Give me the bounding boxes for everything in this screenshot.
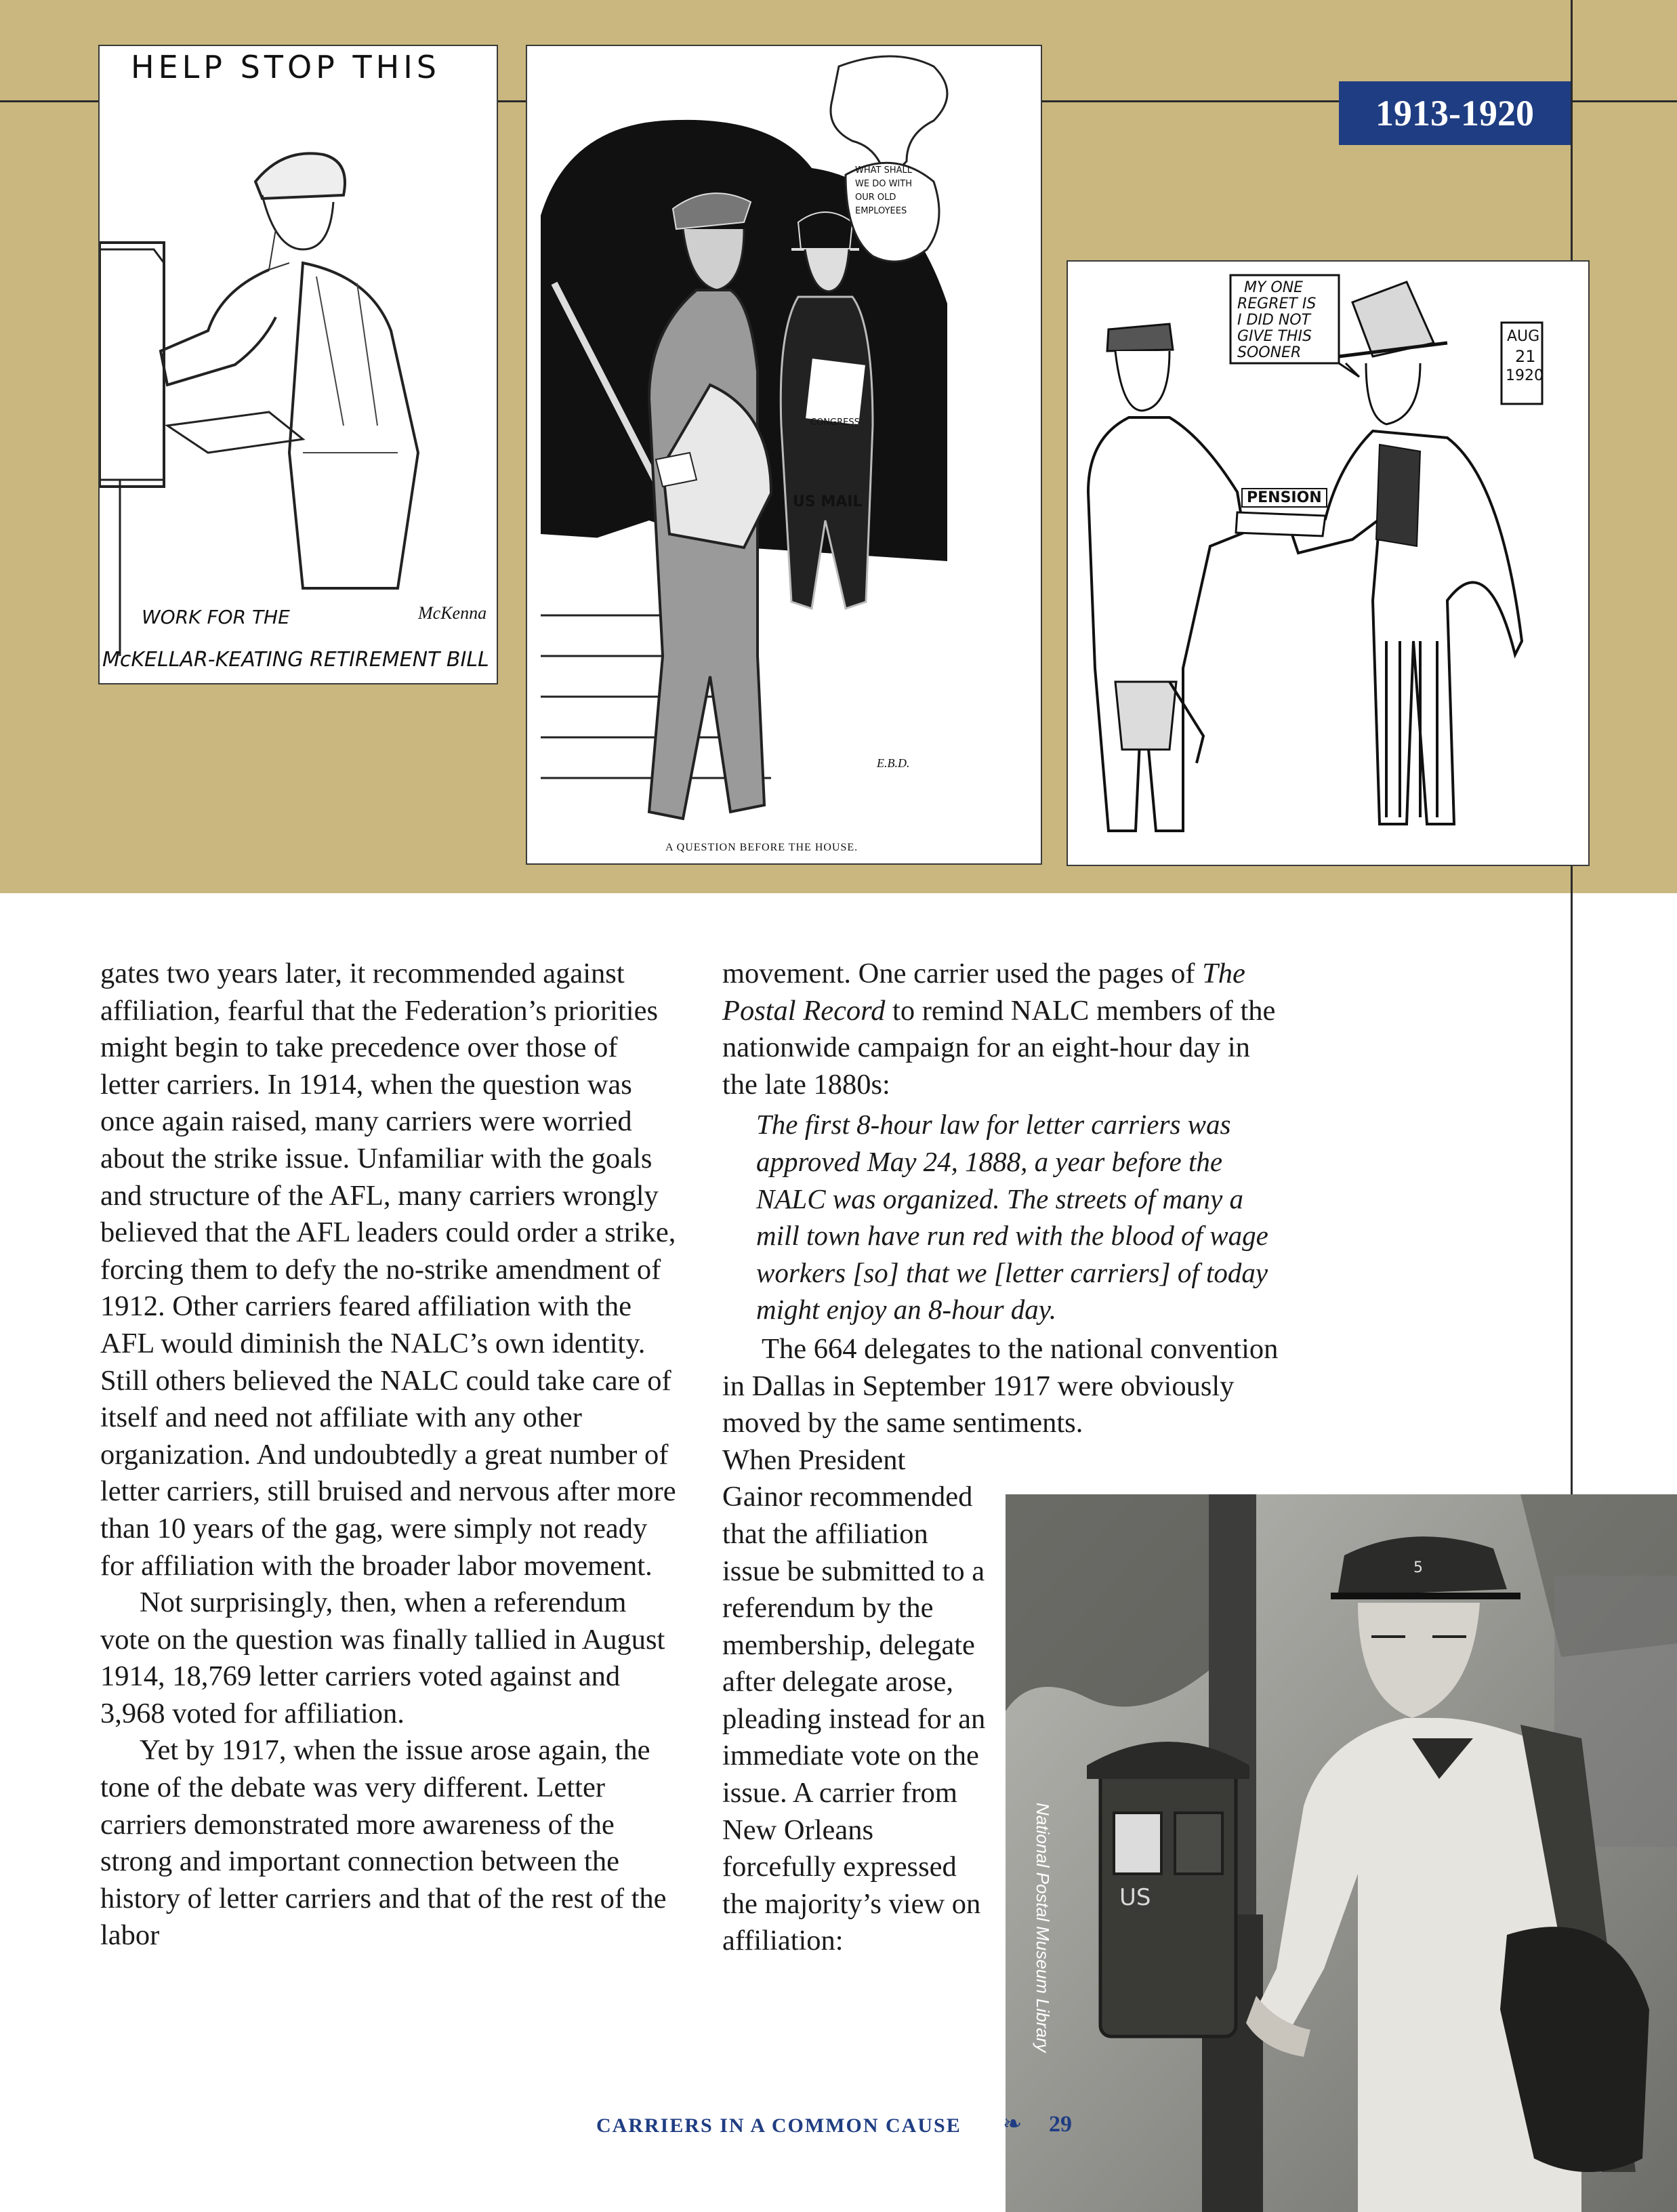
carrier-photo-illustration	[1006, 1494, 1677, 2212]
cartoon-signature: E.B.D.	[877, 756, 910, 770]
cartoon-speech-line-2: REGRET IS	[1237, 295, 1317, 312]
cartoon-speech-line-3: OUR OLD	[855, 192, 896, 203]
cartoon-caption: A QUESTION BEFORE THE HOUSE.	[665, 842, 858, 853]
cap-badge-number: 5	[1413, 1559, 1423, 1576]
footer-book-title: CARRIERS IN A COMMON CAUSE	[596, 2114, 961, 2137]
paragraph: Yet by 1917, when the issue arose again, the tone of the debate was very different. Letter carriers demonstrated more awareness of the strong and important connection between the history of letter carriers and that of the rest of the labor	[100, 1734, 667, 1952]
cartoon-speech-line-2: WE DO WITH	[855, 179, 912, 189]
cartoon-signature: McKenna	[418, 603, 487, 623]
paragraph: gates two years later, it recommended against affiliation, fearful that the Federation’s priorities might begin to take precedence over those of letter carriers. In 1914, when the question was once again raised, many carriers were worried about the strike issue. Unfamiliar with the goals and structure of the AFL, many carriers wrongly believed that the AFL leaders could order a strike, forcing them to defy the no-strike amendment of 1912. Other carriers feared affiliation with the AFL would diminish the NALC’s own identity. Still others believed the NALC could take care of itself and need not affiliate with any other organization. And undoubtedly a great number of letter carriers, still bruised and nervous after more than 10 years of the gag, were simply not ready for affiliation with the broader labor movement.	[100, 958, 676, 1582]
mailbox-lettering: US	[1119, 1884, 1151, 1911]
cartoon-speech-line-4: EMPLOYEES	[855, 206, 907, 216]
paragraph: Not surprisingly, then, when a referendum vote on the question was finally tallied in August 1914, 18,769 letter carriers voted against and 3,968 voted for affiliation.	[100, 1586, 665, 1729]
cartoon-speech-line-4: GIVE THIS	[1237, 328, 1312, 345]
paragraph: When President Gainor recommended that the affiliation issue be submitted to a referendum by the membership, delegate after delegate arose, pleading instead for an immediate vote on the issue. A carrier from New Orleans forcefully expressed the majority’s view on affiliation:	[722, 1443, 986, 1957]
cartoon-caption-line-1: WORK FOR THE	[142, 606, 290, 628]
pension-label: PENSION	[1241, 488, 1327, 508]
cartoon-speech-line-1: WHAT SHALL	[855, 165, 912, 176]
cartoon-headline: HELP STOP THIS	[131, 49, 440, 85]
cartoon-speech-line-3: I DID NOT	[1237, 312, 1311, 329]
photo-carrier-at-mailbox	[1006, 1494, 1677, 2212]
publication-title: The Postal Record	[722, 958, 1245, 1027]
old-carrier-with-congress-illustration	[527, 46, 1041, 863]
calendar-month: AUG	[1507, 328, 1540, 345]
cartoon-speech-line-1: MY ONE	[1244, 279, 1304, 296]
cartoon-help-stop-this	[98, 45, 498, 684]
paragraph: The 664 delegates to the national convention in Dallas in September 1917 were obviously moved by the same sentiments.	[722, 1332, 1279, 1439]
cartoon-speech-line-5: SOONER	[1237, 344, 1302, 361]
congress-label: CONGRESS	[810, 417, 860, 428]
block-quote: The first 8-hour law for letter carriers was approved May 24, 1888, a year before the NALC was organized. The streets of many a mill town have run red with the blood of wage workers [so] that we [letter carriers] of today might enjoy an 8-hour day.	[756, 1109, 1268, 1326]
photo-credit: National Postal Museum Library	[1033, 1803, 1053, 2053]
text-column-left	[100, 956, 676, 1954]
page-number: 29	[1049, 2112, 1072, 2137]
cartoon-caption-line-2: McKELLAR-KEATING RETIREMENT BILL	[102, 648, 489, 672]
paragraph-text: movement. One carrier used the pages of	[722, 958, 1203, 989]
leaf-ornament-icon: ❧	[1003, 2110, 1022, 2137]
uncle-sam-pension-illustration	[1068, 262, 1588, 865]
paragraph-text: to remind NALC members of the nationwide campaign for an eight-hour day in the late 1880s:	[722, 994, 1276, 1101]
calendar-day: 21	[1515, 347, 1536, 366]
era-badge: 1913-1920	[1339, 81, 1571, 145]
cartoon-pension	[1067, 260, 1590, 866]
mail-bag-label: US MAIL	[793, 493, 863, 510]
carrier-at-mailbox-illustration	[100, 46, 497, 683]
calendar-year: 1920	[1506, 367, 1544, 384]
paragraph	[722, 956, 1291, 1103]
cartoon-question-before-the-house	[526, 45, 1042, 865]
